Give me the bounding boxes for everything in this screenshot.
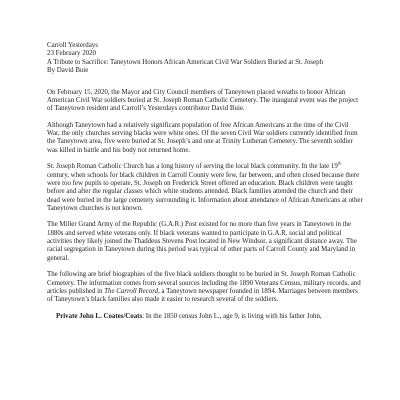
- soldier-name: Private John L. Coates/Coats: [56, 312, 143, 320]
- newspaper-title: The Carroll Record: [104, 287, 159, 295]
- paragraph-text: St. Joseph Roman Catholic Church has a long history of serving the local black community. In the late 19: [47, 163, 338, 171]
- paragraph-text: Although Taneytown had a relatively significant population of free African Americans at the time of the Civil War, the only churches serving blacks were white ones. Of the seven Civil War soldiers currently identified from the Taneytown area, five were buried at St. Joseph’s and one at Trinity Lutheran Cemetery. The seventh soldier was killed in battle and his body not returned home.: [47, 121, 358, 154]
- superscript-th: th: [337, 161, 342, 167]
- article-date: 23 February 2020: [47, 50, 96, 58]
- paragraph-st-joseph-history: [47, 163, 363, 213]
- paragraph-text: , a Taneytown newspaper founded in 1894. Marriages between members of Taneytown’s black families also made it easier to research several of the soldiers.: [47, 287, 358, 304]
- article-header: [47, 42, 363, 75]
- paragraph-wreath-ceremony: [47, 89, 363, 114]
- column-name: Carroll Yesterdays: [47, 42, 98, 49]
- article-body: [47, 42, 363, 329]
- paragraph-text: : In the 1850 census John L., age 9, is living with his father John,: [142, 312, 322, 320]
- paragraph-text: century, when schools for black children in Carroll County were few, far between, and often closed because there were too few pupils to operate, St. Joseph on Frederick Street offered an education. Black children were taught before and after the regular classes which white students attended. Black families attended the church and their dead were buried in the large cemetery surrounding it. Information about attendance of African Americans at other Taneytown churches is not known.: [47, 171, 363, 212]
- paragraph-text: On February 15, 2020, the Mayor and City Council members of Taneytown placed wreaths to honor African American Civil War soldiers buried at St. Joseph Roman Catholic Cemetery. The inaugural event was the project of Taneytown resident and Carroll’s Yesterdays contributor David Buie.: [47, 88, 359, 113]
- paragraph-gar-post: [47, 221, 363, 262]
- paragraph-biographies-intro: [47, 271, 363, 304]
- article-byline: By David Buie: [47, 66, 89, 74]
- article-title: A Tribute to Sacrifice: Taneytown Honors African American Civil War Soldiers Buried at St. Joseph: [47, 58, 324, 66]
- paragraph-taneytown-population: [47, 122, 363, 155]
- paragraph-john-coates: [47, 313, 363, 321]
- paragraph-text: The following are brief biographies of the five black soldiers thought to be buried in St. Joseph Roman Catholic Cemetery. The information comes from several sources including the 1890 Veterans Census, military records, and articles published in: [47, 271, 361, 295]
- paragraph-text: The Miller Grand Army of the Republic (G.A.R.) Post existed for no more than five years in Taneytown in the 1880s and served white veterans only. If black veterans wanted to participate in G.A.R. social and political activities they likely joined the Thaddeus Stevens Post located in New Windsor, a significant distance away. The racial segregation in Taneytown during this period was typical of other parts of Carroll County and Maryland in general.: [47, 221, 357, 262]
